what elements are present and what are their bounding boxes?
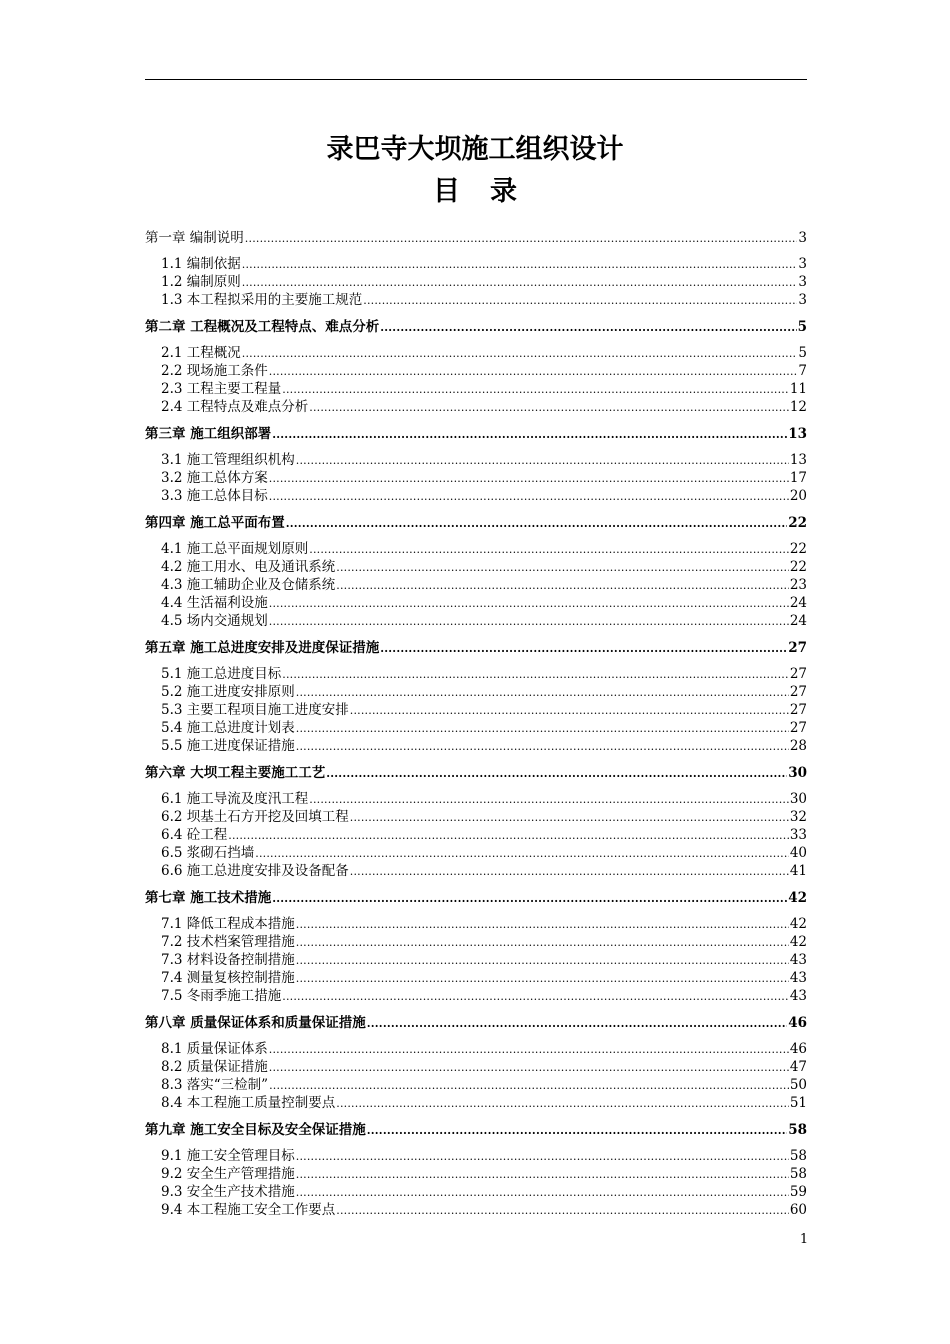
toc-section-entry[interactable] [145, 1201, 807, 1219]
toc-chapter-entry[interactable] [145, 1013, 807, 1033]
toc-entry-label: 4.3 施工辅助企业及仓储系统 [161, 577, 336, 593]
toc-entry-page: 3 [798, 230, 807, 246]
toc-dot-leader [269, 487, 789, 506]
toc-dot-leader [269, 594, 789, 613]
toc-entry-label: 4.1 施工总平面规划原则 [161, 541, 309, 557]
toc-section-entry[interactable] [145, 451, 807, 469]
toc-entry-page: 51 [789, 1095, 807, 1111]
toc-dot-leader [269, 612, 789, 631]
toc-section-entry[interactable] [145, 558, 807, 576]
toc-entry-page: 11 [789, 381, 807, 397]
toc-dot-leader [363, 291, 797, 310]
toc-section-entry[interactable] [145, 1147, 807, 1165]
toc-entry-label: 3.2 施工总体方案 [161, 470, 268, 486]
toc-entry-label: 4.4 生活福利设施 [161, 595, 268, 611]
toc-dot-leader [242, 273, 798, 292]
toc-section-entry[interactable] [145, 273, 807, 291]
toc-entry-label: 7.1 降低工程成本措施 [161, 916, 295, 932]
toc-entry-page: 40 [789, 845, 807, 861]
toc-entry-page: 43 [789, 988, 807, 1004]
toc-dot-leader [272, 888, 787, 909]
toc-entry-page: 30 [789, 791, 807, 807]
toc-section-entry[interactable] [145, 665, 807, 683]
toc-dot-leader [296, 737, 789, 756]
table-of-contents [145, 228, 807, 1219]
toc-entry-page: 60 [789, 1202, 807, 1218]
toc-dot-leader [296, 915, 789, 934]
toc-entry-page: 32 [789, 809, 807, 825]
toc-dot-leader [296, 1147, 789, 1166]
toc-entry-page: 12 [789, 399, 807, 415]
toc-section-entry[interactable] [145, 790, 807, 808]
toc-entry-label: 7.5 冬雨季施工措施 [161, 988, 282, 1004]
toc-entry-page: 7 [798, 363, 807, 379]
toc-entry-page: 5 [798, 345, 807, 361]
toc-section-entry[interactable] [145, 1094, 807, 1112]
toc-entry-page: 22 [788, 515, 807, 531]
toc-entry-label: 第八章 质量保证体系和质量保证措施 [145, 1015, 366, 1031]
toc-entry-page: 27 [789, 684, 807, 700]
toc-chapter-entry[interactable] [145, 888, 807, 908]
toc-entry-label: 4.2 施工用水、电及通讯系统 [161, 559, 336, 575]
toc-entry-page: 24 [789, 613, 807, 629]
toc-dot-leader [296, 719, 789, 738]
toc-dot-leader [296, 683, 789, 702]
toc-entry-page: 20 [789, 488, 807, 504]
toc-section-entry[interactable] [145, 862, 807, 880]
toc-entry-label: 6.2 坝基土石方开挖及回填工程 [161, 809, 349, 825]
toc-entry-label: 第六章 大坝工程主要施工工艺 [145, 765, 326, 781]
toc-entry-page: 42 [789, 934, 807, 950]
toc-dot-leader [367, 1120, 788, 1141]
toc-entry-page: 3 [798, 292, 807, 308]
toc-section-entry[interactable] [145, 612, 807, 630]
toc-entry-page: 27 [789, 666, 807, 682]
toc-entry-page: 47 [789, 1059, 807, 1075]
toc-entry-page: 24 [789, 595, 807, 611]
toc-dot-leader [269, 1040, 789, 1059]
toc-section-entry[interactable] [145, 380, 807, 398]
toc-section-entry[interactable] [145, 969, 807, 987]
toc-dot-leader [309, 398, 789, 417]
toc-entry-page: 50 [789, 1077, 807, 1093]
toc-dot-leader [272, 424, 787, 445]
toc-dot-leader [245, 228, 798, 249]
toc-section-entry[interactable] [145, 915, 807, 933]
toc-section-entry[interactable] [145, 826, 807, 844]
toc-chapter-entry[interactable] [145, 1120, 807, 1140]
toc-entry-label: 1.2 编制原则 [161, 274, 241, 290]
toc-entry-page: 13 [788, 426, 807, 442]
toc-dot-leader [336, 576, 789, 595]
toc-dot-leader [296, 1183, 789, 1202]
toc-dot-leader [269, 469, 789, 488]
toc-dot-leader [242, 344, 798, 363]
toc-dot-leader [269, 1058, 789, 1077]
toc-section-entry[interactable] [145, 487, 807, 505]
toc-chapter-entry[interactable] [145, 513, 807, 533]
toc-section-entry[interactable] [145, 576, 807, 594]
toc-chapter-entry[interactable] [145, 763, 807, 783]
toc-section-entry[interactable] [145, 255, 807, 273]
toc-dot-leader [228, 826, 789, 845]
toc-section-entry[interactable] [145, 719, 807, 737]
toc-dot-leader [269, 362, 798, 381]
toc-entry-label: 7.2 技术档案管理措施 [161, 934, 295, 950]
toc-entry-page: 27 [789, 720, 807, 736]
toc-section-entry[interactable] [145, 951, 807, 969]
toc-entry-page: 42 [789, 916, 807, 932]
toc-entry-label: 8.4 本工程施工质量控制要点 [161, 1095, 336, 1111]
toc-dot-leader [286, 513, 788, 534]
toc-entry-label: 第四章 施工总平面布置 [145, 515, 285, 531]
toc-section-entry[interactable] [145, 987, 807, 1005]
toc-entry-page: 22 [789, 559, 807, 575]
toc-section-entry[interactable] [145, 737, 807, 755]
toc-entry-label: 1.1 编制依据 [161, 256, 241, 272]
toc-dot-leader [350, 701, 789, 720]
toc-entry-page: 33 [789, 827, 807, 843]
toc-entry-page: 5 [797, 319, 807, 335]
toc-entry-label: 第七章 施工技术措施 [145, 890, 272, 906]
toc-dot-leader [380, 638, 787, 659]
toc-entry-page: 41 [789, 863, 807, 879]
toc-entry-label: 7.3 材料设备控制措施 [161, 952, 295, 968]
toc-dot-leader [309, 790, 789, 809]
toc-section-entry[interactable] [145, 469, 807, 487]
toc-entry-label: 第三章 施工组织部署 [145, 426, 272, 442]
toc-dot-leader [255, 844, 789, 863]
toc-dot-leader [326, 763, 787, 784]
toc-entry-page: 43 [789, 970, 807, 986]
toc-section-entry[interactable] [145, 933, 807, 951]
toc-chapter-entry[interactable] [145, 317, 807, 337]
toc-dot-leader [296, 1165, 789, 1184]
document-title: 录巴寺大坝施工组织设计 [326, 134, 624, 165]
toc-dot-leader [309, 540, 789, 559]
toc-dot-leader [350, 808, 789, 827]
toc-dot-leader [350, 862, 789, 881]
toc-entry-label: 3.1 施工管理组织机构 [161, 452, 295, 468]
toc-entry-page: 28 [789, 738, 807, 754]
toc-entry-label: 4.5 场内交通规划 [161, 613, 268, 629]
toc-dot-leader [269, 1076, 789, 1095]
toc-dot-leader [282, 987, 789, 1006]
toc-entry-page: 59 [789, 1184, 807, 1200]
toc-section-entry[interactable] [145, 1040, 807, 1058]
toc-entry-page: 58 [789, 1148, 807, 1164]
toc-section-entry[interactable] [145, 683, 807, 701]
toc-section-entry[interactable] [145, 594, 807, 612]
toc-entry-label: 5.3 主要工程项目施工进度安排 [161, 702, 349, 718]
toc-entry-page: 22 [789, 541, 807, 557]
toc-entry-label: 5.2 施工进度安排原则 [161, 684, 295, 700]
toc-entry-label: 6.4 砼工程 [161, 827, 228, 843]
toc-entry-label: 5.4 施工总进度计划表 [161, 720, 295, 736]
toc-entry-label: 9.2 安全生产管理措施 [161, 1166, 295, 1182]
toc-entry-page: 43 [789, 952, 807, 968]
toc-section-entry[interactable] [145, 344, 807, 362]
toc-entry-page: 46 [788, 1015, 807, 1031]
toc-entry-label: 9.1 施工安全管理目标 [161, 1148, 295, 1164]
toc-entry-label: 3.3 施工总体目标 [161, 488, 268, 504]
toc-entry-label: 6.6 施工总进度安排及设备配备 [161, 863, 349, 879]
toc-chapter-entry[interactable] [145, 638, 807, 658]
toc-entry-page: 30 [788, 765, 807, 781]
toc-dot-leader [296, 451, 789, 470]
toc-entry-page: 13 [789, 452, 807, 468]
toc-chapter-entry[interactable] [145, 424, 807, 444]
toc-entry-page: 42 [788, 890, 807, 906]
toc-dot-leader [282, 665, 789, 684]
toc-entry-label: 9.3 安全生产技术措施 [161, 1184, 295, 1200]
toc-entry-page: 3 [798, 274, 807, 290]
toc-entry-label: 5.5 施工进度保证措施 [161, 738, 295, 754]
toc-dot-leader [296, 969, 789, 988]
toc-dot-leader [336, 1094, 789, 1113]
toc-section-entry[interactable] [145, 398, 807, 416]
toc-entry-label: 8.1 质量保证体系 [161, 1041, 268, 1057]
toc-entry-label: 1.3 本工程拟采用的主要施工规范 [161, 292, 363, 308]
toc-entry-label: 7.4 测量复核控制措施 [161, 970, 295, 986]
toc-entry-label: 第五章 施工总进度安排及进度保证措施 [145, 640, 380, 656]
toc-section-entry[interactable] [145, 701, 807, 719]
toc-entry-label: 8.3 落实“三检制” [161, 1077, 269, 1093]
toc-entry-page: 58 [789, 1166, 807, 1182]
toc-dot-leader [367, 1013, 788, 1034]
toc-entry-label: 6.5 浆砌石挡墙 [161, 845, 255, 861]
toc-dot-leader [242, 255, 798, 274]
toc-dot-leader [296, 951, 789, 970]
header-rule [145, 79, 807, 80]
toc-section-entry[interactable] [145, 1076, 807, 1094]
page-number: 1 [799, 1232, 809, 1247]
toc-dot-leader [282, 380, 789, 399]
toc-entry-page: 27 [789, 702, 807, 718]
toc-entry-label: 第一章 编制说明 [145, 230, 244, 246]
toc-section-entry[interactable] [145, 291, 807, 309]
toc-dot-leader [296, 933, 789, 952]
toc-section-entry[interactable] [145, 1058, 807, 1076]
toc-dot-leader [336, 1201, 789, 1220]
toc-heading: 目录 [433, 176, 547, 207]
toc-entry-label: 第九章 施工安全目标及安全保证措施 [145, 1122, 366, 1138]
toc-entry-label: 2.4 工程特点及难点分析 [161, 399, 309, 415]
toc-entry-label: 2.1 工程概况 [161, 345, 241, 361]
toc-section-entry[interactable] [145, 844, 807, 862]
toc-section-entry[interactable] [145, 540, 807, 558]
toc-dot-leader [336, 558, 789, 577]
toc-entry-page: 46 [789, 1041, 807, 1057]
toc-entry-label: 9.4 本工程施工安全工作要点 [161, 1202, 336, 1218]
toc-entry-page: 27 [788, 640, 807, 656]
toc-entry-page: 3 [798, 256, 807, 272]
toc-entry-label: 8.2 质量保证措施 [161, 1059, 268, 1075]
toc-section-entry[interactable] [145, 1165, 807, 1183]
toc-section-entry[interactable] [145, 808, 807, 826]
toc-entry-label: 第二章 工程概况及工程特点、难点分析 [145, 319, 380, 335]
toc-entry-page: 23 [789, 577, 807, 593]
toc-entry-label: 2.3 工程主要工程量 [161, 381, 282, 397]
toc-chapter-entry[interactable] [145, 228, 807, 248]
toc-entry-page: 58 [788, 1122, 807, 1138]
toc-entry-label: 6.1 施工导流及度汛工程 [161, 791, 309, 807]
toc-entry-page: 17 [789, 470, 807, 486]
toc-entry-label: 5.1 施工总进度目标 [161, 666, 282, 682]
toc-entry-label: 2.2 现场施工条件 [161, 363, 268, 379]
toc-section-entry[interactable] [145, 1183, 807, 1201]
toc-section-entry[interactable] [145, 362, 807, 380]
toc-dot-leader [380, 317, 796, 338]
